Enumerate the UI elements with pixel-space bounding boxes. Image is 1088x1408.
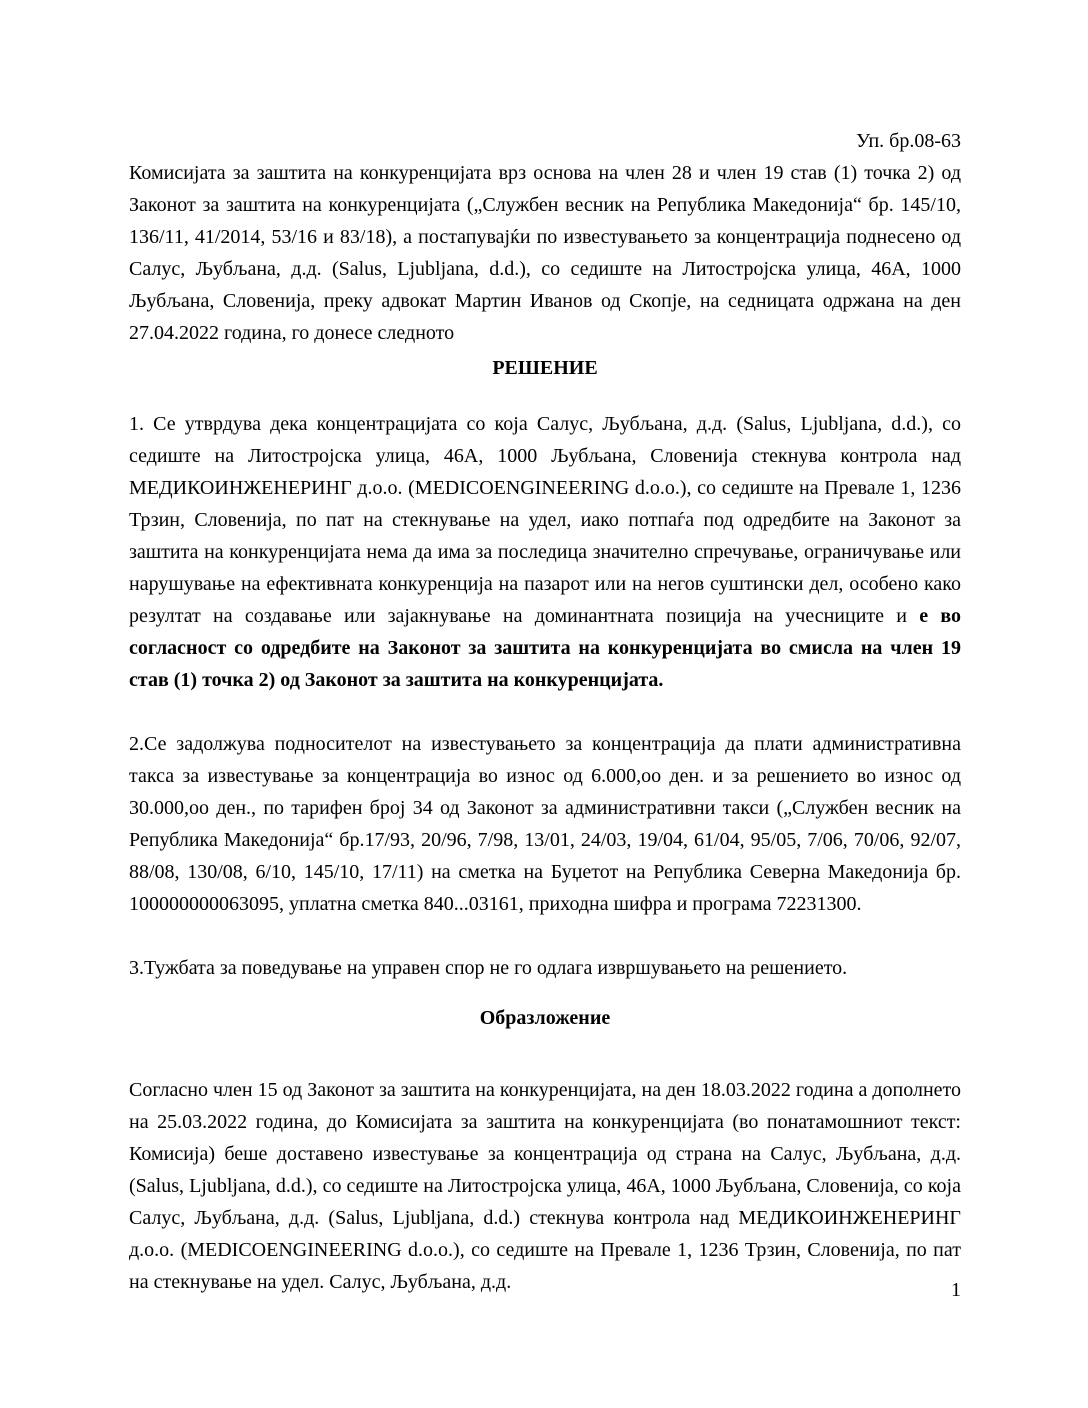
reasoning-heading: Образложение [479,1007,611,1029]
decision-item-2: 2.Се задолжува подносителот на известувањето за концентрација да плати административна такса за известување за концентрација во износ од 6.000,оо ден. и за решението во износ од 30.000,оо ден., по тарифен број 34 од Законот за административни такси („Службен весник на Република Македонија“ бр.17/93, 20/96, 7/98, 13/01, 24/03, 19/04, 61/04, 95/05, 7/06, 70/06, 92/07, 88/08, 130/08, 6/10, 145/10, 17/11) на сметка на Буџетот на Република Северна Македонија бр. 100000000063095, уплатна сметка 840...03161, приходна шифра и програма 72231300. [129,733,961,915]
reasoning-paragraph: Согласно член 15 од Законот за заштита на конкуренцијата, на ден 18.03.2022 година а дополнето на 25.03.2022 година, до Комисијата за заштита на конкуренцијата (во понатамошниот текст: Комисија) беше доставено известување за концентрација од страна на Салус, Љубљана, д.д. (Salus, Ljubljana, d.d.), со седиште на Литостројска улица, 46А, 1000 Љубљана, Словенија, со која Салус, Љубљана, д.д. (Salus, Ljubljana, d.d.) стекнува контрола над МЕДИКОИНЖЕНЕРИНГ д.о.о. (MEDICOENGINEERING d.o.o.), со седиште на Превале 1, 1236 Трзин, Словенија, по пат на стекнување на удел. Салус, Љубљана, д.д. [129,1079,961,1293]
intro-paragraph: Комисијата за заштита на конкуренцијата врз основа на член 28 и член 19 став (1) точка 2) од Законот за заштита на конкуренцијата („Службен весник на Република Македонија“ бр. 145/10, 136/11, 41/2014, 53/16 и 83/18), а постапувајќи по известувањето за концентрација поднесено од Салус, Љубљана, д.д. (Salus, Ljubljana, d.d.), со седиште на Литостројска улица, 46А, 1000 Љубљана, Словенија, преку адвокат Мартин Иванов од Скопје, на седницата одржана на ден 27.04.2022 година, го донесе следното [129,162,961,344]
reference-number: Уп. бр.08-63 [856,130,961,152]
decision-item-3: 3.Тужбата за поведување на управен спор не го одлага извршувањето на решението. [129,957,848,979]
decision-item-1 [129,408,961,696]
page-number: 1 [951,1279,961,1301]
decision-item-1-text: 1. Се утврдува дека концентрацијата со која Салус, Љубљана, д.д. (Salus, Ljubljana, d.d.), со седиште на Литостројска улица, 46А, 1000 Љубљана, Словенија стекнува контрола над МЕДИКОИНЖЕНЕРИНГ д.о.о. (MEDICOENGINEERING d.o.o.), со седиште на Превале 1, 1236 Трзин, Словенија, по пат на стекнување на удел, иако потпаѓа под одредбите на Законот за заштита на конкуренцијата нема да има за последица значително спречување, ограничување или нарушување на ефективната конкуренција на пазарот или на негов суштински дел, особено како резултат на создавање или зајакнување на доминантната позиција на учесниците и [129,413,961,627]
decision-item-1-bold: е во согласност со одредбите на Законот за заштита на конкуренцијата во смисла на член 19 став (1) точка 2) од Законот за заштита на конкуренцијата. [129,605,962,691]
decision-heading: РЕШЕНИЕ [492,357,598,379]
